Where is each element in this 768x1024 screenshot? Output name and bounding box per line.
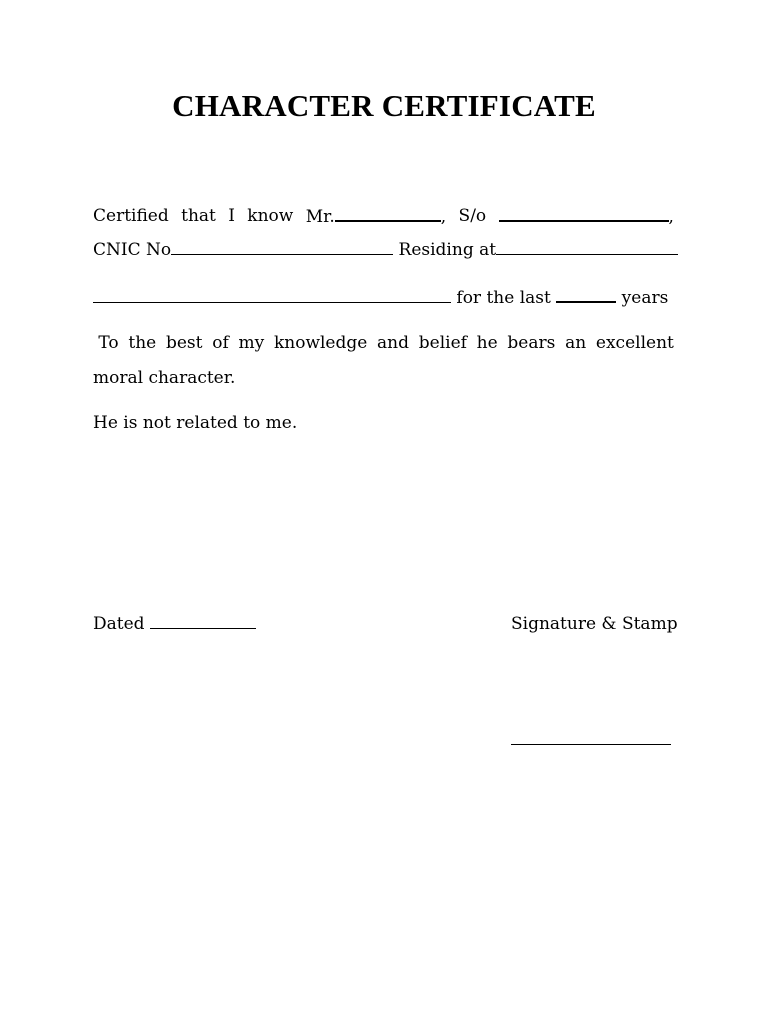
word: that — [181, 206, 216, 226]
residing-label: Residing at — [398, 240, 497, 260]
certified-line — [93, 205, 674, 228]
address-continuation-line — [93, 286, 668, 309]
knowledge-line — [93, 332, 674, 354]
word: Certified — [93, 206, 169, 226]
comma: , — [668, 207, 674, 227]
years-label: years — [621, 288, 669, 308]
word: To — [93, 333, 119, 353]
mr-label: Mr. — [305, 207, 335, 227]
address-blank-2[interactable] — [93, 287, 451, 303]
father-group — [499, 205, 674, 228]
page-title: CHARACTER CERTIFICATE — [172, 88, 596, 123]
word: an — [565, 333, 587, 353]
years-blank[interactable] — [556, 286, 616, 303]
cnic-line — [93, 239, 678, 261]
address-blank[interactable] — [496, 239, 678, 255]
mr-group — [306, 205, 446, 228]
word: best — [165, 333, 203, 353]
word: of — [212, 333, 229, 353]
comma: , — [440, 207, 447, 227]
word: knowledge — [273, 333, 368, 353]
cnic-blank[interactable] — [171, 239, 393, 255]
father-name-blank[interactable] — [499, 205, 669, 222]
signature-label: Signature & Stamp — [511, 614, 678, 634]
not-related-line: He is not related to me. — [93, 413, 298, 433]
date-blank[interactable] — [150, 613, 256, 629]
word: know — [247, 206, 294, 226]
moral-character-line: moral character. — [93, 368, 236, 388]
word: the — [128, 333, 157, 353]
word: he — [476, 333, 498, 353]
word: and — [377, 333, 410, 353]
signature-line[interactable] — [511, 744, 671, 745]
cnic-label: CNIC No — [93, 240, 172, 260]
word: belief — [418, 333, 467, 353]
dated-label: Dated — [93, 614, 145, 634]
word: my — [238, 333, 265, 353]
name-blank[interactable] — [335, 205, 441, 222]
word: excellent — [595, 333, 674, 353]
so-label: S/o — [458, 206, 487, 226]
dated-line — [93, 613, 256, 635]
word: I — [228, 206, 235, 226]
for-the-last-label: for the last — [456, 288, 551, 308]
word: bears — [507, 333, 556, 353]
